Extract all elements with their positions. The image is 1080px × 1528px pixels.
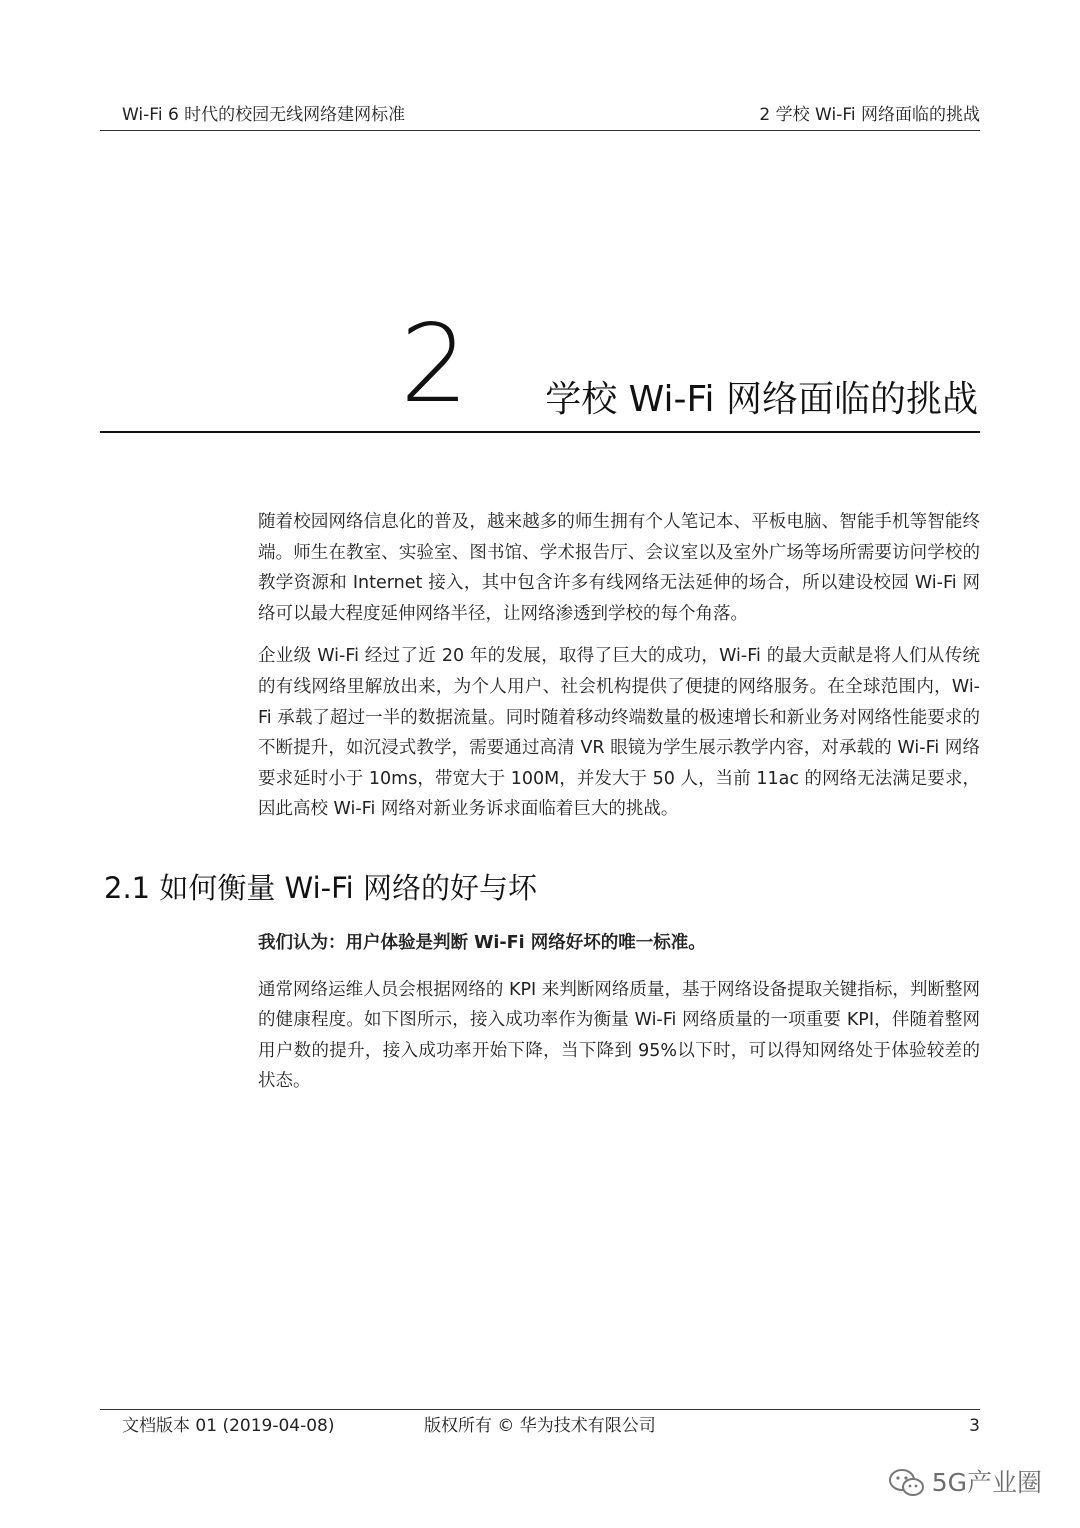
section-body (258, 928, 980, 1109)
chapter-title: 学校 Wi-Fi 网络面临的挑战 (545, 379, 978, 420)
header-divider (100, 130, 980, 131)
watermark-text: 5G产业圈 (931, 1468, 1042, 1497)
chapter-number: 2 (400, 302, 469, 427)
intro-paragraph-1: 随着校园网络信息化的普及，越来越多的师生拥有个人笔记本、平板电脑、智能手机等智能终端。师生在教室、实验室、图书馆、学术报告厅、会议室以及室外广场等场所需要访问学校的教学资源和 Internet 接入，其中包含许多有线网络无法延伸的场合，所以建设校园 Wi-Fi 网络可以最大程度延伸网络半径，让网络渗透到学校的每个角落。 (258, 512, 980, 624)
watermark (888, 1466, 1042, 1500)
footer-document-version: 文档版本 01 (2019-04-08) (122, 1416, 335, 1436)
chapter-intro (258, 507, 980, 837)
section-paragraph: 通常网络运维人员会根据网络的 KPI 来判断网络质量，基于网络设备提取关键指标，判断整网的健康程度。如下图所示，接入成功率作为衡量 Wi-Fi 网络质量的一项重要 KPI，伴随着整网用户数的提升，接入成功率开始下降，当下降到 95%以下时，可以得知网络处于体验较差的状态。 (258, 979, 980, 1092)
page-number: 3 (969, 1416, 980, 1436)
section-lead: 我们认为：用户体验是判断 Wi-Fi 网络好坏的唯一标准。 (258, 933, 706, 953)
footer-divider (100, 1409, 980, 1410)
footer-copyright: 版权所有 © 华为技术有限公司 (424, 1416, 656, 1436)
running-header-title: Wi-Fi 6 时代的校园无线网络建网标准 (122, 105, 406, 125)
wechat-icon (888, 1468, 926, 1498)
chapter-divider (100, 431, 980, 433)
running-header-chapter: 2 学校 Wi-Fi 网络面临的挑战 (759, 105, 980, 125)
section-heading: 2.1 如何衡量 Wi-Fi 网络的好与坏 (104, 871, 537, 905)
intro-paragraph-2: 企业级 Wi-Fi 经过了近 20 年的发展，取得了巨大的成功，Wi-Fi 的最大贡献是将人们从传统的有线网络里解放出来，为个人用户、社会机构提供了便捷的网络服务。在全球范围内，Wi-Fi 承载了超过一半的数据流量。同时随着移动终端数量的极速增长和新业务对网络性能要求的不断提升，如沉浸式教学，需要通过高清 VR 眼镜为学生展示教学内容，对承载的 Wi-Fi 网络要求延时小于 10ms，带宽大于 100M，并发大于 50 人，当前 11ac 的网络无法满足要求，因此高校 Wi-Fi 网络对新业务诉求面临着巨大的挑战。 (258, 646, 980, 820)
